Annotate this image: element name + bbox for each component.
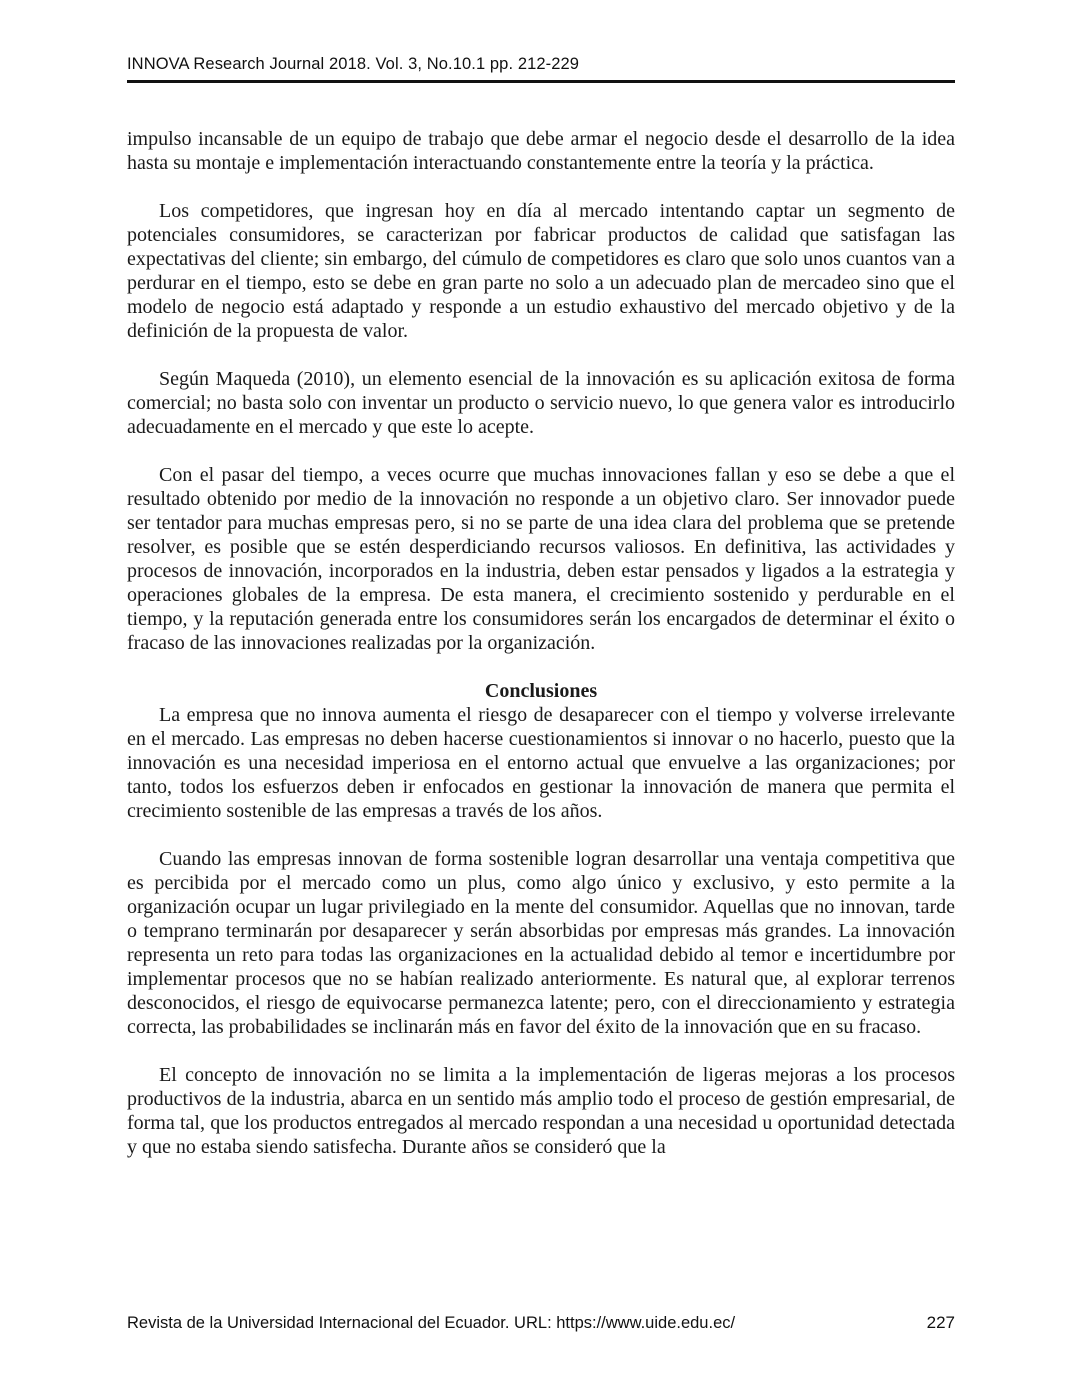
body-paragraph: Según Maqueda (2010), un elemento esencial de la innovación es su aplicación exitosa de forma comercial; no basta solo con inventar un producto o servicio nuevo, lo que genera valor es introducirlo adecuadamente en el mercado y que este lo acepte. <box>127 368 955 438</box>
body-paragraph: La empresa que no innova aumenta el riesgo de desaparecer con el tiempo y volverse irrelevante en el mercado. Las empresas no deben hacerse cuestionamientos si innovar o no hacerlo, puesto que la innovación es una necesidad imperiosa en el entorno actual que envuelve a las organizaciones; por tanto, todos los esfuerzos deben ir enfocados en gestionar la innovación de manera que permita el crecimiento sostenible de las empresas a través de los años. <box>127 704 955 822</box>
header-rule <box>127 80 955 83</box>
body-paragraph: El concepto de innovación no se limita a la implementación de ligeras mejoras a los procesos productivos de la industria, abarca en un sentido más amplio todo el proceso de gestión empresarial, de forma tal, que los productos entregados al mercado respondan a una necesidad u oportunidad detectada y que no estaba siendo satisfecha. Durante años se consideró que la <box>127 1064 955 1158</box>
body-paragraph-continuation: impulso incansable de un equipo de trabajo que debe armar el negocio desde el desarrollo de la idea hasta su montaje e implementación interactuando constantemente entre la teoría y la práctica. <box>127 128 955 174</box>
section-heading-conclusiones: Conclusiones <box>484 680 598 702</box>
body-paragraph: Con el pasar del tiempo, a veces ocurre que muchas innovaciones fallan y eso se debe a que el resultado obtenido por medio de la innovación no responde a un objetivo claro. Ser innovador puede ser tentador para muchas empresas pero, si no se parte de una idea clara del problema que se pretende resolver, es posible que se estén desperdiciando recursos valiosos. En definitiva, las actividades y procesos de innovación, incorporados en la industria, deben estar pensados y ligados a la estrategia y operaciones globales de la empresa. De esta manera, el crecimiento sostenido y perdurable en el tiempo, y la reputación generada entre los consumidores serán los encargados de determinar el éxito o fracaso de las innovaciones realizadas por la organización. <box>127 464 955 654</box>
journal-header-text: INNOVA Research Journal 2018. Vol. 3, No.10.1 pp. 212-229 <box>127 55 580 73</box>
page-header <box>127 55 955 83</box>
body-paragraph: Cuando las empresas innovan de forma sostenible logran desarrollar una ventaja competitiva que es percibida por el mercado como un plus, como algo único y exclusivo, y esto permite a la organización ocupar un lugar privilegiado en la mente del consumidor. Aquellas que no innovan, tarde o temprano terminarán por desaparecer y serán absorbidas por empresas más grandes. La innovación representa un reto para todas las organizaciones en la actualidad debido al temor e incertidumbre por implementar procesos que no se habían realizado anteriormente. Es natural que, al explorar terrenos desconocidos, el riesgo de equivocarse permanezca latente; pero, con el direccionamiento y estrategia correcta, las probabilidades se inclinarán más en favor del éxito de la innovación que en su fracaso. <box>127 848 955 1038</box>
body-paragraph: Los competidores, que ingresan hoy en día al mercado intentando captar un segmento de potenciales consumidores, se caracterizan por fabricar productos de calidad que satisfagan las expectativas del cliente; sin embargo, del cúmulo de competidores es claro que solo unos cuantos van a perdurar en el tiempo, esto se debe en gran parte no solo a un adecuado plan de mercadeo sino que el modelo de negocio está adaptado y responde a un estudio exhaustivo del mercado objetivo y de la definición de la propuesta de valor. <box>127 200 955 342</box>
page-number: 227 <box>926 1313 955 1332</box>
footer-journal-url: Revista de la Universidad Internacional del Ecuador. URL: https://www.uide.edu.ec/ <box>127 1314 736 1332</box>
article-body <box>127 127 955 1159</box>
page-footer <box>127 1313 955 1333</box>
